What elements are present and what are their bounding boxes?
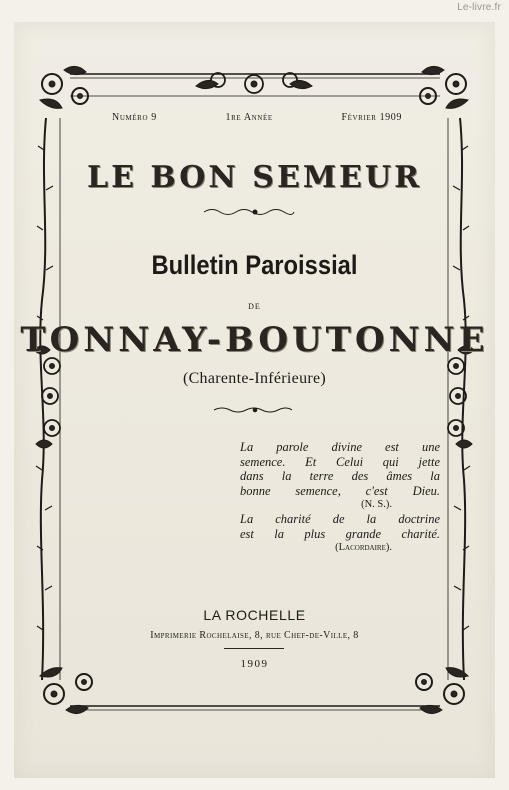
preposition: DE bbox=[248, 302, 261, 311]
issue-header bbox=[112, 112, 402, 123]
quote-line: semence. Et Celui qui jette bbox=[240, 454, 440, 469]
bulletin-subtitle: Bulletin Paroissial bbox=[151, 250, 358, 280]
quote-source: (Lacordaire). bbox=[335, 542, 392, 553]
issue-number: Numéro 9 bbox=[112, 112, 157, 123]
publisher-city: LA ROCHELLE bbox=[203, 607, 306, 623]
publication-year: 1909 bbox=[240, 658, 269, 670]
quote-1 bbox=[240, 440, 440, 513]
quote-line: bonne semence, c'est Dieu. bbox=[240, 483, 440, 498]
quote-line: La charité de la doctrine bbox=[240, 512, 440, 526]
quote-2 bbox=[240, 512, 440, 556]
quote-line: La parole divine est une bbox=[240, 440, 440, 454]
divider bbox=[224, 648, 284, 649]
printer-address: Imprimerie Rochelaise, 8, rue Chef-de-Ville, 8 bbox=[150, 630, 359, 641]
issue-date: Février 1909 bbox=[341, 112, 402, 123]
quote-line: est la plus grande charité. bbox=[240, 526, 440, 541]
bulletin-title: LE BON SEMEUR bbox=[86, 160, 422, 195]
issue-year: 1re Année bbox=[225, 112, 273, 123]
watermark: Le-livre.fr bbox=[457, 2, 501, 13]
quote-source: (N. S.). bbox=[361, 499, 392, 510]
place-name: TONNAY-BOUTONNE bbox=[20, 320, 489, 360]
region-name: (Charente-Inférieure) bbox=[182, 370, 327, 387]
quote-line: dans la terre des âmes la bbox=[240, 469, 440, 483]
